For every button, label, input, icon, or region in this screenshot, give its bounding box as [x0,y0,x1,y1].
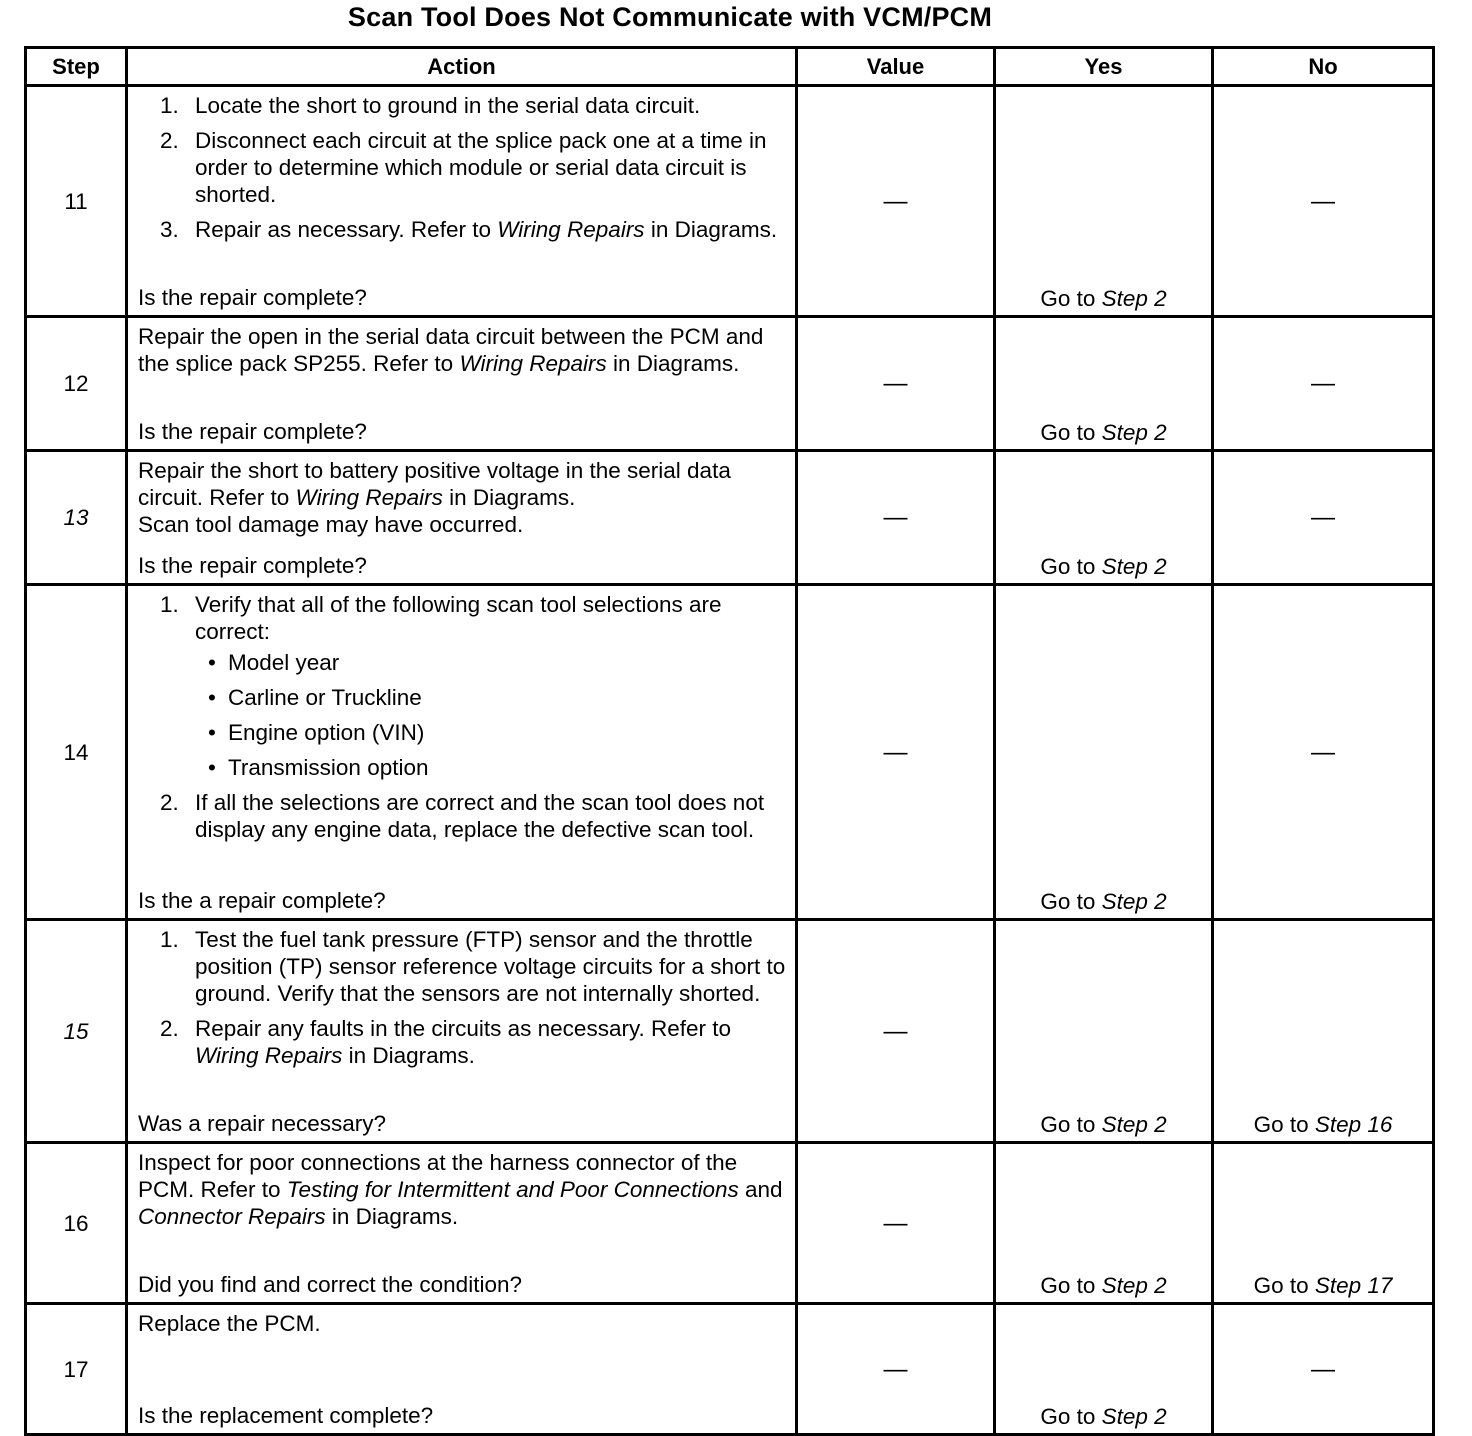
no-cell: — [1213,585,1434,920]
column-header-action: Action [127,48,797,86]
yes-cell: Go to Step 2 [995,451,1213,585]
bullet-item: • Carline or Truckline [208,685,422,710]
yes-cell: Go to Step 2 [995,86,1213,317]
action-cell [127,86,797,317]
list-item: 1. Locate the short to ground in the serial data circuit. [160,93,701,118]
no-cell: — [1213,1304,1434,1435]
list-item: 2. If all the selections are correct and the scan tool does not display any engine data, replace the defective scan tool. [160,790,765,842]
action-question: Did you find and correct the condition? [138,1272,522,1297]
value-cell: — [797,86,995,317]
step-number: 15 [26,920,127,1143]
action-cell [127,1304,797,1435]
table-row-step-16 [26,1143,1434,1304]
table-row-step-11 [26,86,1434,317]
step-number: 11 [26,86,127,317]
action-question: Was a repair necessary? [138,1111,387,1136]
yes-cell: Go to Step 2 [995,317,1213,451]
table-row-step-15 [26,920,1434,1143]
action-text: Replace the PCM. [138,1311,321,1336]
page-title: Scan Tool Does Not Communicate with VCM/PCM [347,2,993,32]
table-row-step-13 [26,451,1434,585]
bullet-list [138,649,787,781]
step-number: 14 [26,585,127,920]
table-row-step-14 [26,585,1434,920]
action-cell [127,451,797,585]
action-cell [127,317,797,451]
no-cell: Go to Step 16 [1213,920,1434,1143]
action-cell [127,920,797,1143]
no-cell: Go to Step 17 [1213,1143,1434,1304]
column-header-no: No [1213,48,1434,86]
action-text: Inspect for poor connections at the harness connector of the PCM. Refer to Testing for Intermittent and Poor Connections and Connector Repairs in Diagrams. [138,1150,783,1229]
list-item: 2. Repair any faults in the circuits as necessary. Refer to Wiring Repairs in Diagrams. [160,1016,732,1068]
action-text: Repair the open in the serial data circuit between the PCM and the splice pack SP255. Refer to Wiring Repairs in Diagrams. [138,324,764,376]
yes-cell: Go to Step 2 [995,1143,1213,1304]
action-question: Is the repair complete? [138,285,367,310]
action-question: Is the a repair complete? [138,888,386,913]
yes-cell: Go to Step 2 [995,920,1213,1143]
action-text: Repair the short to battery positive voltage in the serial data circuit. Refer to Wiring Repairs in Diagrams. [138,458,731,510]
action-cell [127,585,797,920]
value-cell: — [797,1304,995,1435]
value-cell: — [797,317,995,451]
step-number: 17 [26,1304,127,1435]
value-cell: — [797,1143,995,1304]
action-note: Scan tool damage may have occurred. [138,512,524,537]
table-header-row [26,48,1434,86]
column-header-step: Step [26,48,127,86]
bullet-item: • Engine option (VIN) [208,720,425,745]
value-cell: — [797,920,995,1143]
action-list [138,92,787,243]
action-question: Is the repair complete? [138,553,367,578]
diagnostic-table [24,46,1435,1436]
yes-cell: Go to Step 2 [995,1304,1213,1435]
no-cell: — [1213,451,1434,585]
no-cell: — [1213,86,1434,317]
value-cell: — [797,451,995,585]
action-list [138,926,787,1069]
step-number: 12 [26,317,127,451]
table-row-step-12 [26,317,1434,451]
bullet-item: • Model year [208,650,340,675]
action-question: Is the replacement complete? [138,1403,434,1428]
column-header-value: Value [797,48,995,86]
value-cell: — [797,585,995,920]
list-item: 2. Disconnect each circuit at the splice pack one at a time in order to determine which module or serial data circuit is shorted. [160,128,767,207]
list-item: 1. Verify that all of the following scan tool selections are correct: • Model year • Carline or Truckline • Engine option (VIN) • Transmission option [138,591,787,781]
column-header-yes: Yes [995,48,1213,86]
action-cell [127,1143,797,1304]
action-question: Is the repair complete? [138,419,367,444]
list-item: 3. Repair as necessary. Refer to Wiring Repairs in Diagrams. [160,217,778,242]
yes-cell: Go to Step 2 [995,585,1213,920]
no-cell: — [1213,317,1434,451]
action-list [138,591,787,843]
step-number: 16 [26,1143,127,1304]
bullet-item: • Transmission option [208,755,429,780]
list-item: 1. Test the fuel tank pressure (FTP) sensor and the throttle position (TP) sensor reference voltage circuits for a short to ground. Verify that the sensors are not internally shorted. [160,927,786,1006]
table-row-step-17 [26,1304,1434,1435]
step-number: 13 [26,451,127,585]
